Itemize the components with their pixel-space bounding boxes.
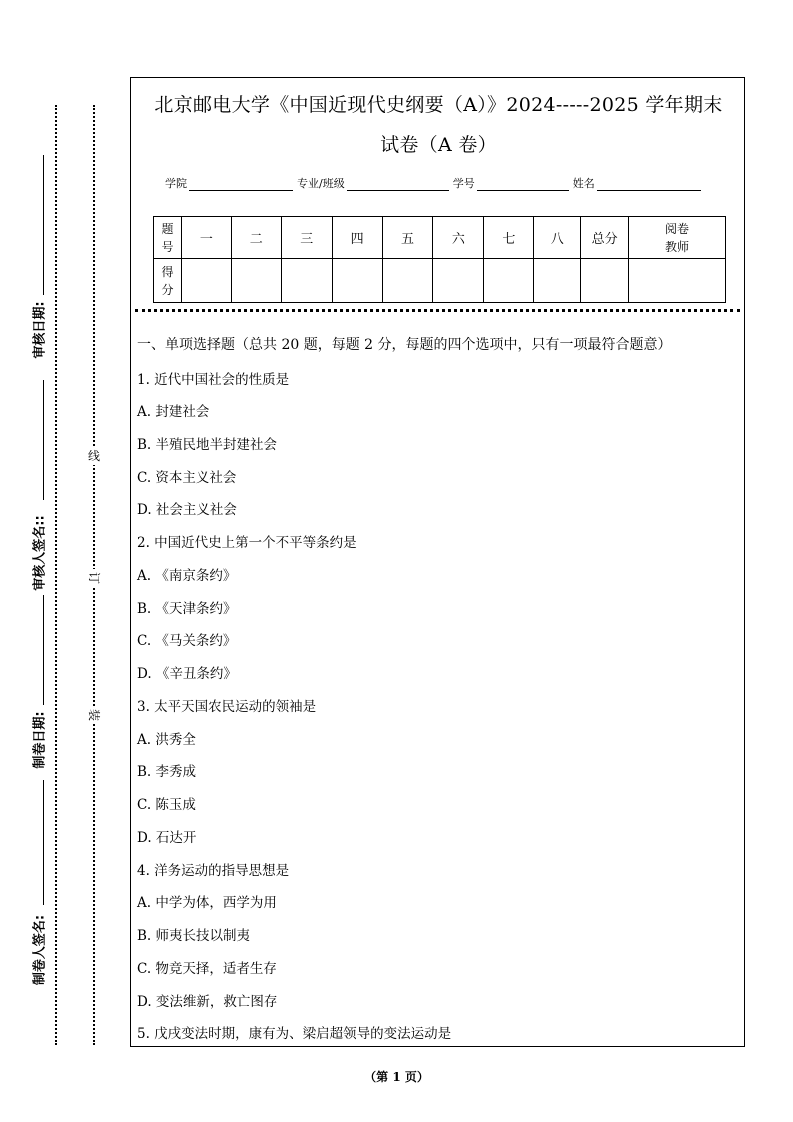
left-dotted-line [55,105,57,1045]
col-3: 三 [281,217,332,259]
question-stem: 2. 中国近代史上第一个不平等条约是 [137,535,357,551]
option: C. 陈玉成 [137,797,196,813]
binding-char-ding: 订 [86,569,102,587]
option: A. 洪秀全 [137,732,196,748]
score-cell-1[interactable] [181,259,231,303]
option: B. 师夷长技以制夷 [137,928,251,944]
option: D. 石达开 [137,830,197,846]
binding-char-line: 线 [87,449,100,463]
reviewer-sign-line [43,380,44,500]
option: B. 《天津条约》 [137,601,237,617]
major-class-field[interactable] [347,178,449,191]
college-field[interactable] [189,178,293,191]
option: B. 半殖民地半封建社会 [137,437,278,453]
score-cell-reviewer[interactable] [629,259,726,303]
college-label: 学院 [165,177,187,190]
name-label: 姓名 [572,177,595,190]
score-cell-4[interactable] [332,259,382,303]
section-heading: 一、单项选择题（总共 20 题，每题 2 分，每题的四个选项中，只有一项最符合题意） [137,337,672,353]
question-stem: 4. 洋务运动的指导思想是 [137,863,290,879]
score-cell-7[interactable] [484,259,534,303]
col-2: 二 [231,217,281,259]
score-cell-2[interactable] [231,259,281,303]
score-cell-5[interactable] [382,259,433,303]
col-8: 八 [534,217,581,259]
score-cell-8[interactable] [534,259,581,303]
option: A. 封建社会 [137,404,210,420]
option: D. 《辛丑条约》 [137,666,237,682]
question-stem: 1. 近代中国社会的性质是 [137,372,290,388]
option: D. 变法维新，救亡图存 [137,994,278,1010]
option: A. 《南京条约》 [137,568,237,584]
score-table-score-row [154,259,726,303]
score-table [153,216,726,303]
col-6: 六 [433,217,484,259]
student-id-field[interactable] [477,178,569,191]
col-total: 总分 [581,217,629,259]
score-table-header-row [154,217,726,259]
col-5: 五 [382,217,433,259]
col-4: 四 [332,217,382,259]
score-label: 得 分 [154,259,182,303]
col-7: 七 [484,217,534,259]
major-class-label: 专业/班级 [297,177,345,190]
score-cell-total[interactable] [581,259,629,303]
col-reviewer: 阅卷 教师 [629,217,726,259]
option: C. 资本主义社会 [137,470,237,486]
name-field[interactable] [597,178,701,191]
score-cell-6[interactable] [433,259,484,303]
question-stem: 3. 太平天国农民运动的领袖是 [137,699,317,715]
option: C. 物竞天择，适者生存 [137,961,277,977]
exam-frame [130,77,745,1047]
student-info-row [165,175,705,191]
col-1: 一 [181,217,231,259]
student-id-label: 学号 [452,177,475,190]
question-stem: 5. 戊戌变法时期，康有为、梁启超领导的变法运动是 [137,1026,452,1042]
exam-title-line1: 北京邮电大学《中国近现代史纲要（A）》2024-----2025 学年期末 [154,94,723,116]
option: B. 李秀成 [137,764,197,780]
option: C. 《马关条约》 [137,633,237,649]
exam-title-line2: 试卷（A 卷） [380,134,497,156]
dotted-separator [135,309,740,312]
reviewer-date-line [43,155,44,295]
question-number-label: 题 号 [154,217,182,259]
option: A. 中学为体，西学为用 [137,895,277,911]
page-number: （第 1 页） [364,1070,429,1084]
maker-date-line [43,595,44,705]
option: D. 社会主义社会 [137,502,237,518]
maker-sign-line [43,780,44,905]
score-cell-3[interactable] [281,259,332,303]
binding-char-zhuang: 装 [86,706,102,724]
